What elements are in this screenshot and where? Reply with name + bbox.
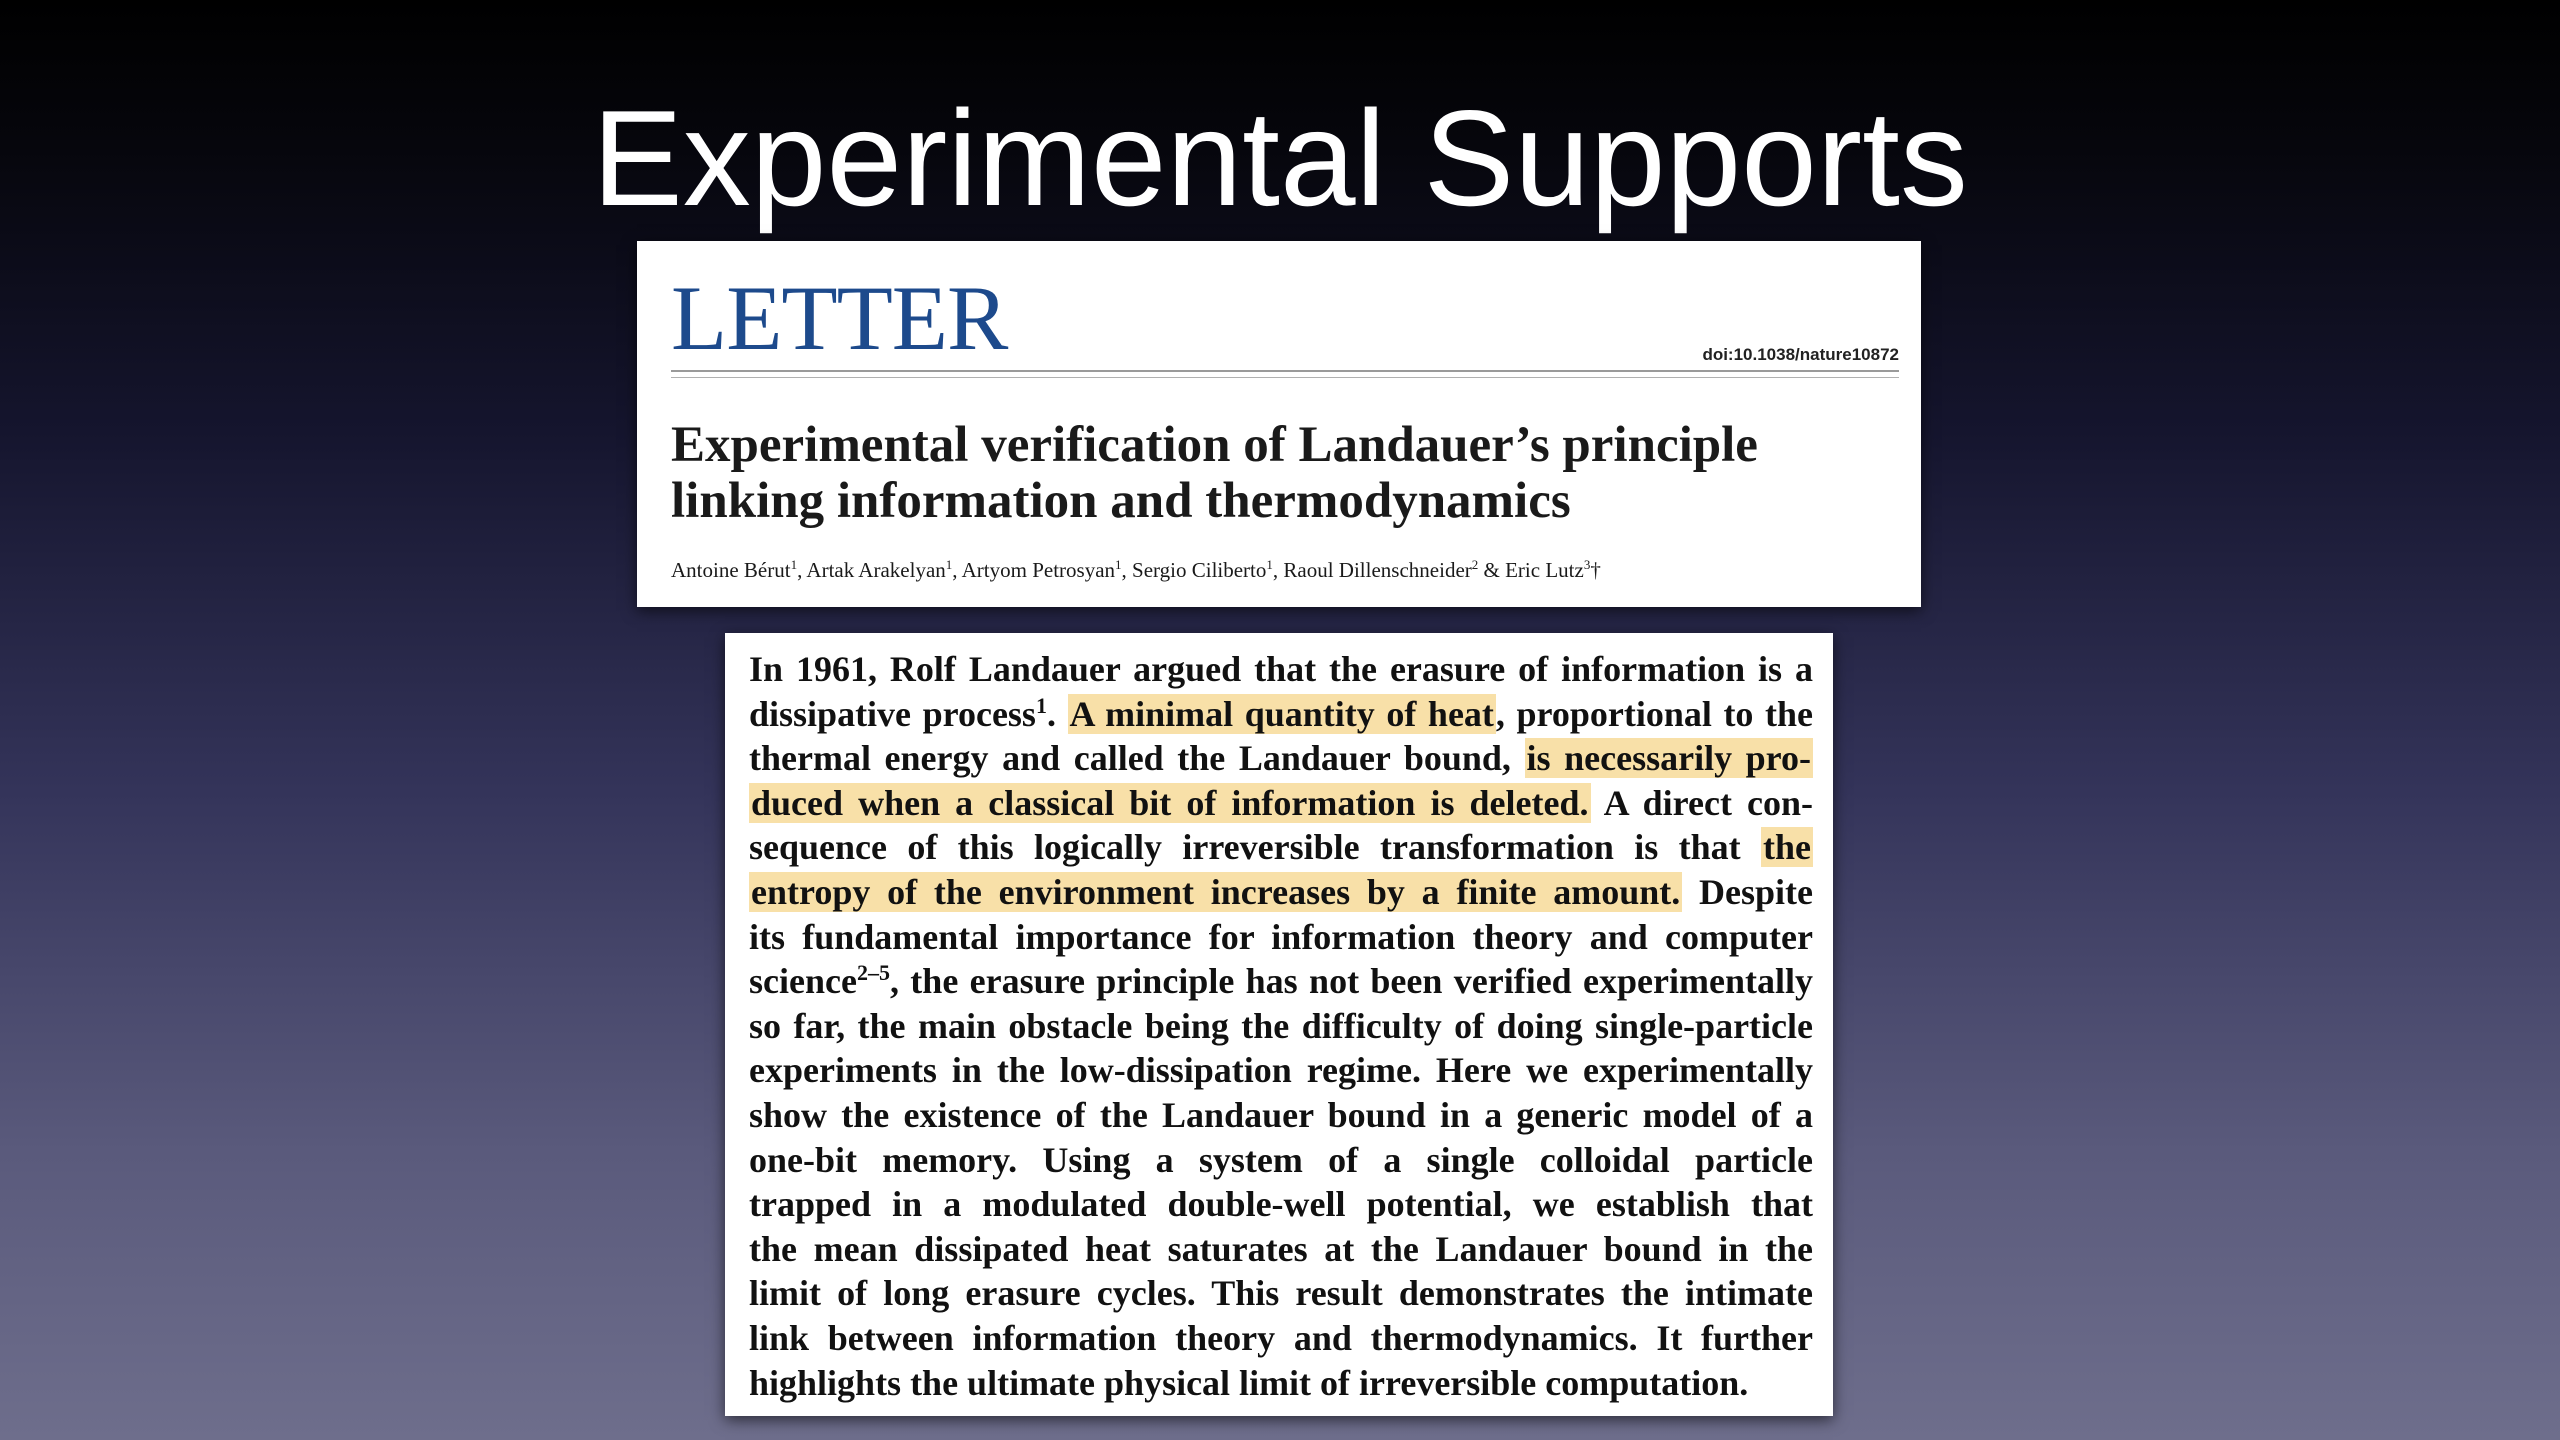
highlighted-text: is necessarily pro- — [1526, 738, 1811, 779]
paper-title-line: Experimental verification of Landauer’s principle — [671, 417, 1758, 473]
highlighted-text: A minimal quantity of heat — [1069, 693, 1494, 734]
author-separator: & — [1478, 558, 1506, 582]
paper-title — [671, 417, 1911, 529]
author-separator: † — [1590, 558, 1601, 582]
abstract-segment: experiments in the low-dissipation regime. Here we experimentally — [749, 1050, 1813, 1091]
abstract-text — [749, 647, 1813, 1405]
abstract-segment: the mean dissipated heat saturates at the Landauer bound in the — [749, 1228, 1813, 1269]
abstract-segment: dissipative process — [749, 693, 1036, 734]
abstract-line — [749, 825, 1813, 870]
abstract-line — [749, 1048, 1813, 1093]
abstract-segment: thermal energy and called the Landauer bound, — [749, 738, 1525, 779]
highlighted-text: entropy of the environment increases by a finite amount. — [751, 871, 1681, 912]
letter-label: LETTER — [671, 267, 1008, 369]
abstract-segment: sequence of this logically irreversible transformation is that — [749, 827, 1761, 868]
abstract-segment: so far, the main obstacle being the difficulty of doing single-particle — [749, 1005, 1813, 1046]
abstract-line — [749, 1093, 1813, 1138]
paper-title-line: linking information and thermodynamics — [671, 473, 1571, 529]
abstract-line — [749, 1004, 1813, 1049]
paper-header-card — [637, 241, 1921, 607]
abstract-line — [749, 915, 1813, 960]
highlighted-text: duced when a classical bit of information is deleted. — [751, 782, 1589, 823]
abstract-line — [749, 1227, 1813, 1272]
abstract-line — [749, 736, 1813, 781]
abstract-segment: A direct con- — [1590, 782, 1813, 823]
highlighted-text: the — [1763, 827, 1811, 868]
author-name: Artak Arakelyan — [806, 558, 946, 582]
abstract-segment: its fundamental importance for information theory and computer — [749, 916, 1813, 957]
abstract-line — [749, 959, 1813, 1004]
reference-superscript: 2–5 — [856, 960, 890, 986]
author-name: Artyom Petrosyan — [961, 558, 1116, 582]
abstract-segment: limit of long erasure cycles. This result demonstrates the intimate — [749, 1273, 1813, 1314]
abstract-line — [749, 647, 1813, 692]
author-name: Sergio Ciliberto — [1132, 558, 1267, 582]
abstract-segment: In 1961, Rolf Landauer argued that the erasure of information is a — [749, 649, 1813, 689]
author-name: Antoine Bérut — [671, 558, 791, 582]
abstract-segment: science — [749, 961, 857, 1002]
abstract-segment: trapped in a modulated double-well potential, we establish that — [749, 1184, 1813, 1225]
author-affiliation: 3 — [1583, 557, 1591, 572]
abstract-line — [749, 870, 1813, 915]
abstract-segment: highlights the ultimate physical limit of irreversible computation. — [749, 1362, 1749, 1403]
author-separator: , — [1121, 558, 1133, 582]
abstract-segment: one-bit memory. Using a system of a single colloidal particle — [749, 1139, 1813, 1180]
author-affiliation: 1 — [790, 557, 798, 572]
author-separator: , — [797, 558, 807, 582]
doi-text: doi:10.1038/nature10872 — [1702, 345, 1899, 364]
abstract-segment: , proportional to the — [1495, 693, 1814, 734]
header-rule-thin — [671, 377, 1899, 378]
abstract-segment: , the erasure principle has not been verified experimentally — [889, 961, 1813, 1002]
abstract-card — [725, 633, 1833, 1416]
author-affiliation: 1 — [1266, 557, 1273, 572]
abstract-line — [749, 1361, 1813, 1406]
abstract-segment: Despite — [1682, 871, 1813, 912]
author-affiliation: 1 — [1115, 557, 1122, 572]
author-name: Eric Lutz — [1505, 558, 1584, 582]
abstract-line — [749, 692, 1813, 737]
header-rule — [671, 370, 1899, 372]
author-name: Raoul Dillenschneider — [1283, 558, 1472, 582]
abstract-segment: . — [1046, 693, 1068, 734]
author-separator: , — [1272, 558, 1284, 582]
abstract-line — [749, 1182, 1813, 1227]
abstract-line — [749, 1271, 1813, 1316]
author-list — [671, 557, 1601, 583]
abstract-segment: link between information theory and thermodynamics. It further — [749, 1317, 1813, 1358]
author-separator: , — [952, 558, 962, 582]
abstract-segment: show the existence of the Landauer bound in a generic model of a — [749, 1094, 1813, 1135]
author-affiliation: 1 — [945, 557, 953, 572]
abstract-line — [749, 781, 1813, 826]
slide-title: Experimental Supports — [592, 82, 1968, 234]
abstract-line — [749, 1138, 1813, 1183]
abstract-line — [749, 1316, 1813, 1361]
author-affiliation: 2 — [1471, 557, 1479, 572]
reference-superscript: 1 — [1035, 692, 1047, 718]
